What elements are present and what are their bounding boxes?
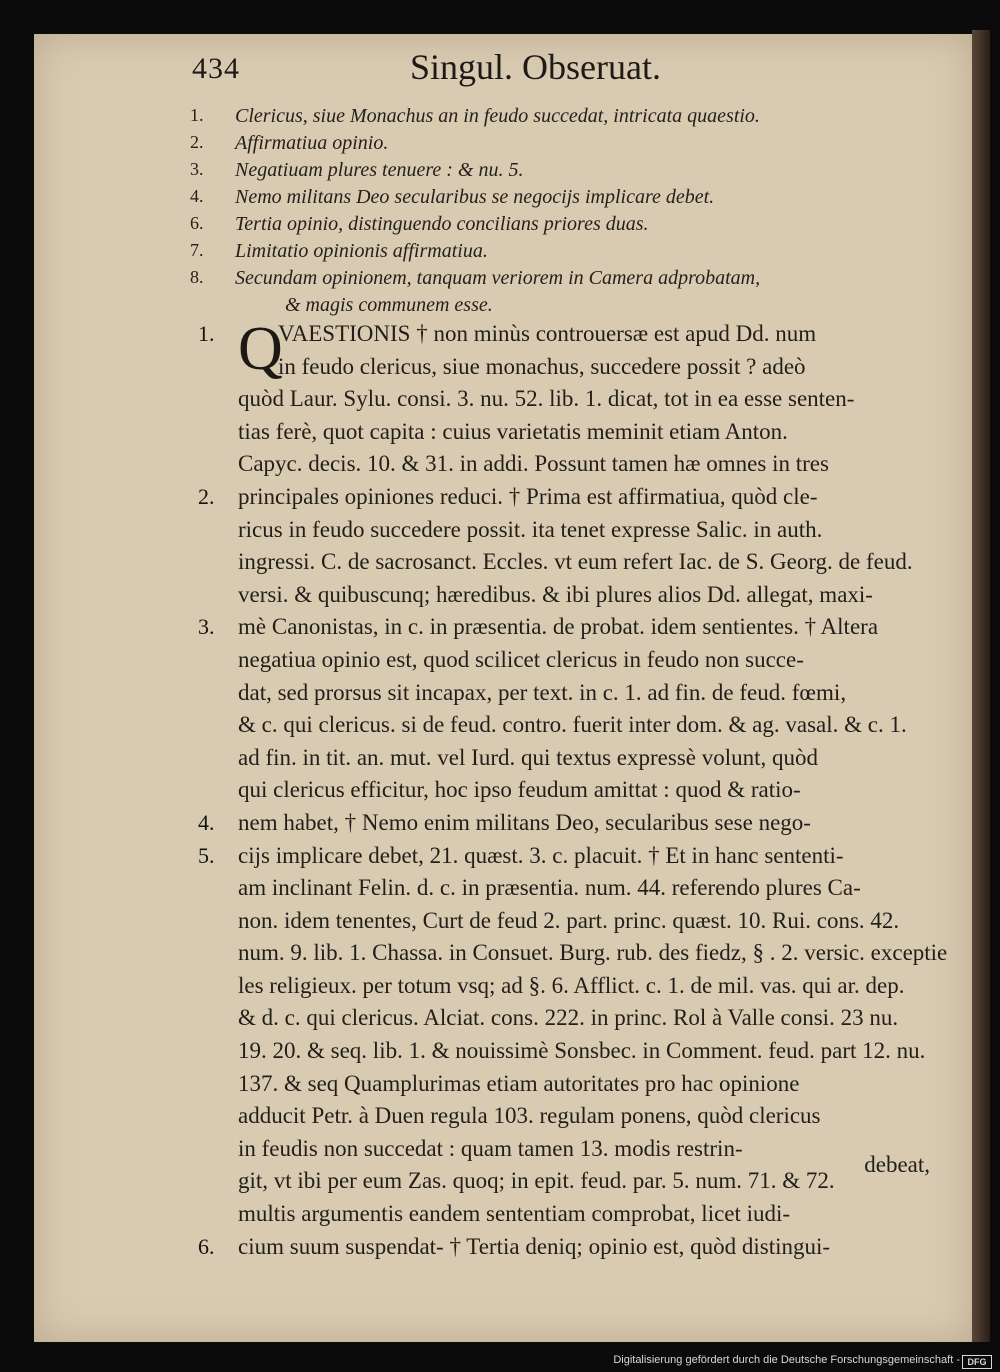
line-text: in feudo clericus, siue monachus, succedere possit ? adeò	[278, 353, 806, 379]
line-text: principales opiniones reduci. † Prima est affirmatiua, quòd cle-	[238, 483, 818, 509]
line-text: non. idem tenentes, Curt de feud 2. part. princ. quæst. 10. Rui. cons. 42.	[238, 907, 900, 933]
text-line	[198, 840, 928, 873]
line-text: ad fin. in tit. an. mut. vel Iurd. qui textus expressè volunt, quòd	[238, 744, 819, 770]
summary-number: 6.	[190, 213, 204, 233]
text-line	[198, 1165, 928, 1198]
summary-item	[190, 240, 910, 267]
line-text: multis argumentis eandem sententiam comprobat, licet iudi-	[238, 1201, 791, 1227]
footer-bar	[0, 1350, 1000, 1372]
summary-item	[190, 159, 910, 186]
summary-text: Limitatio opinionis affirmatiua.	[235, 240, 488, 262]
summary-text: Secundam opinionem, tanquam veriorem in Camera adprobatam,	[235, 267, 761, 289]
line-text: ingressi. C. de sacrosanct. Eccles. vt eum refert Iac. de S. Georg. de feud.	[238, 549, 913, 575]
text-line	[198, 1133, 928, 1166]
line-text: adducit Petr. à Duen regula 103. regulam ponens, quòd clericus	[238, 1103, 821, 1129]
summary-number: 7.	[190, 240, 204, 260]
summary-text: Nemo militans Deo secularibus se negocijs implicare debet.	[235, 186, 715, 208]
line-text: 137. & seq Quamplurimas etiam autoritates pro hac opinione	[238, 1070, 800, 1096]
line-text: & d. c. qui clericus. Alciat. cons. 222. in princ. Rol à Valle consi. 23 nu.	[238, 1005, 899, 1031]
line-text: VAESTIONIS † non minùs controuersæ est apud Dd. num	[278, 321, 817, 346]
text-line	[198, 579, 928, 612]
page-number: 434	[192, 52, 240, 85]
text-line	[198, 1231, 928, 1264]
summary-item	[190, 267, 910, 294]
line-text: & c. qui clericus. si de feud. contro. fuerit inter dom. & ag. vasal. & c. 1.	[238, 712, 907, 738]
text-line	[198, 514, 928, 547]
summary-number: 8.	[190, 267, 204, 287]
line-text: git, vt ibi per eum Zas. quoq; in epit. feud. par. 5. num. 71. & 72.	[238, 1168, 835, 1194]
line-text: cium suum suspendat- † Tertia deniq; opinio est, quòd distingui-	[238, 1233, 831, 1259]
margin-number: 1.	[198, 321, 215, 346]
page-header	[0, 47, 1000, 102]
summary-text: Clericus, siue Monachus an in feudo succedat, intricata quaestio.	[235, 105, 760, 127]
text-line	[198, 383, 928, 416]
summary-item	[190, 294, 910, 321]
summary-item	[190, 213, 910, 240]
running-title: Singul. Obseruat.	[410, 47, 661, 87]
text-line	[198, 807, 928, 840]
line-text: num. 9. lib. 1. Chassa. in Consuet. Burg. rub. des fiedz, § . 2. versic. exceptie	[238, 940, 948, 966]
text-line	[198, 1035, 928, 1068]
line-text: am inclinant Felin. d. c. in præsentia. num. 44. referendo plures Ca-	[238, 875, 861, 901]
summary-text: & magis communem esse.	[285, 294, 493, 316]
text-line	[198, 1068, 928, 1101]
summary-number: 2.	[190, 132, 204, 152]
summary-number: 3.	[190, 159, 204, 179]
text-line	[198, 872, 928, 905]
line-text: ricus in feudo succedere possit. ita tenet expresse Salic. in auth.	[238, 516, 823, 542]
text-line	[198, 709, 928, 742]
text-line	[198, 448, 928, 481]
summary-item	[190, 186, 910, 213]
summary-item	[190, 105, 910, 132]
line-text: versi. & quibuscunq; hæredibus. & ibi plures alios Dd. allegat, maxi-	[238, 581, 873, 607]
dfg-logo: DFG	[962, 1355, 992, 1369]
text-line	[198, 611, 928, 644]
text-line	[198, 416, 928, 449]
margin-number: 5.	[198, 842, 215, 868]
text-line	[198, 1198, 928, 1231]
drop-cap: Q	[238, 315, 283, 383]
line-text: les religieux. per totum vsq; ad §. 6. Afflict. c. 1. de mil. vas. qui ar. dep.	[238, 972, 905, 998]
summary-text: Tertia opinio, distinguendo concilians priores duas.	[235, 213, 649, 235]
summary-text: Affirmatiua opinio.	[235, 132, 389, 154]
margin-number: 4.	[198, 809, 215, 835]
body-text	[198, 315, 948, 1263]
margin-number: 3.	[198, 614, 215, 640]
text-line	[198, 970, 928, 1003]
text-line	[198, 546, 928, 579]
margin-number: 2.	[198, 483, 215, 509]
funding-note: Digitalisierung gefördert durch die Deutsche Forschungsgemeinschaft -	[613, 1354, 960, 1366]
catchword: debeat,	[864, 1152, 930, 1177]
text-line	[198, 481, 928, 514]
summary-text: Negatiuam plures tenuere : & nu. 5.	[235, 159, 524, 181]
text-line	[198, 1100, 928, 1133]
margin-number: 6.	[198, 1233, 215, 1259]
line-text: in feudis non succedat : quam tamen 13. modis restrin-	[238, 1135, 743, 1161]
line-text: cijs implicare debet, 21. quæst. 3. c. placuit. † Et in hanc sententi-	[238, 842, 844, 868]
text-line	[198, 351, 928, 384]
text-line	[198, 937, 948, 970]
line-text: nem habet, † Nemo enim militans Deo, secularibus sese nego-	[238, 809, 811, 835]
summary-list	[190, 105, 910, 321]
line-text: qui clericus efficitur, hoc ipso feudum amittat : quod & ratio-	[238, 777, 801, 803]
line-text: tias ferè, quot capita : cuius varietatis meminit etiam Anton.	[238, 418, 788, 444]
summary-number: 4.	[190, 186, 204, 206]
text-line	[198, 905, 928, 938]
line-text: dat, sed prorsus sit incapax, per text. in c. 1. ad fin. de feud. fœmi,	[238, 679, 847, 705]
text-line	[198, 1002, 928, 1035]
line-text: Capyc. decis. 10. & 31. in addi. Possunt tamen hæ omnes in tres	[238, 451, 829, 477]
text-line	[198, 742, 928, 775]
text-line	[198, 677, 928, 710]
line-text: 19. 20. & seq. lib. 1. & nouissimè Sonsbec. in Comment. feud. part 12. nu.	[238, 1038, 926, 1064]
text-line	[198, 774, 928, 807]
summary-number: 1.	[190, 105, 204, 125]
line-text: quòd Laur. Sylu. consi. 3. nu. 52. lib. 1. dicat, tot in ea esse senten-	[238, 386, 855, 412]
summary-item	[190, 132, 910, 159]
text-line	[198, 644, 928, 677]
line-text: mè Canonistas, in c. in præsentia. de probat. idem sentientes. † Altera	[238, 614, 879, 640]
page-edge	[972, 30, 990, 1342]
line-text: negatiua opinio est, quod scilicet clericus in feudo non succe-	[238, 646, 804, 672]
